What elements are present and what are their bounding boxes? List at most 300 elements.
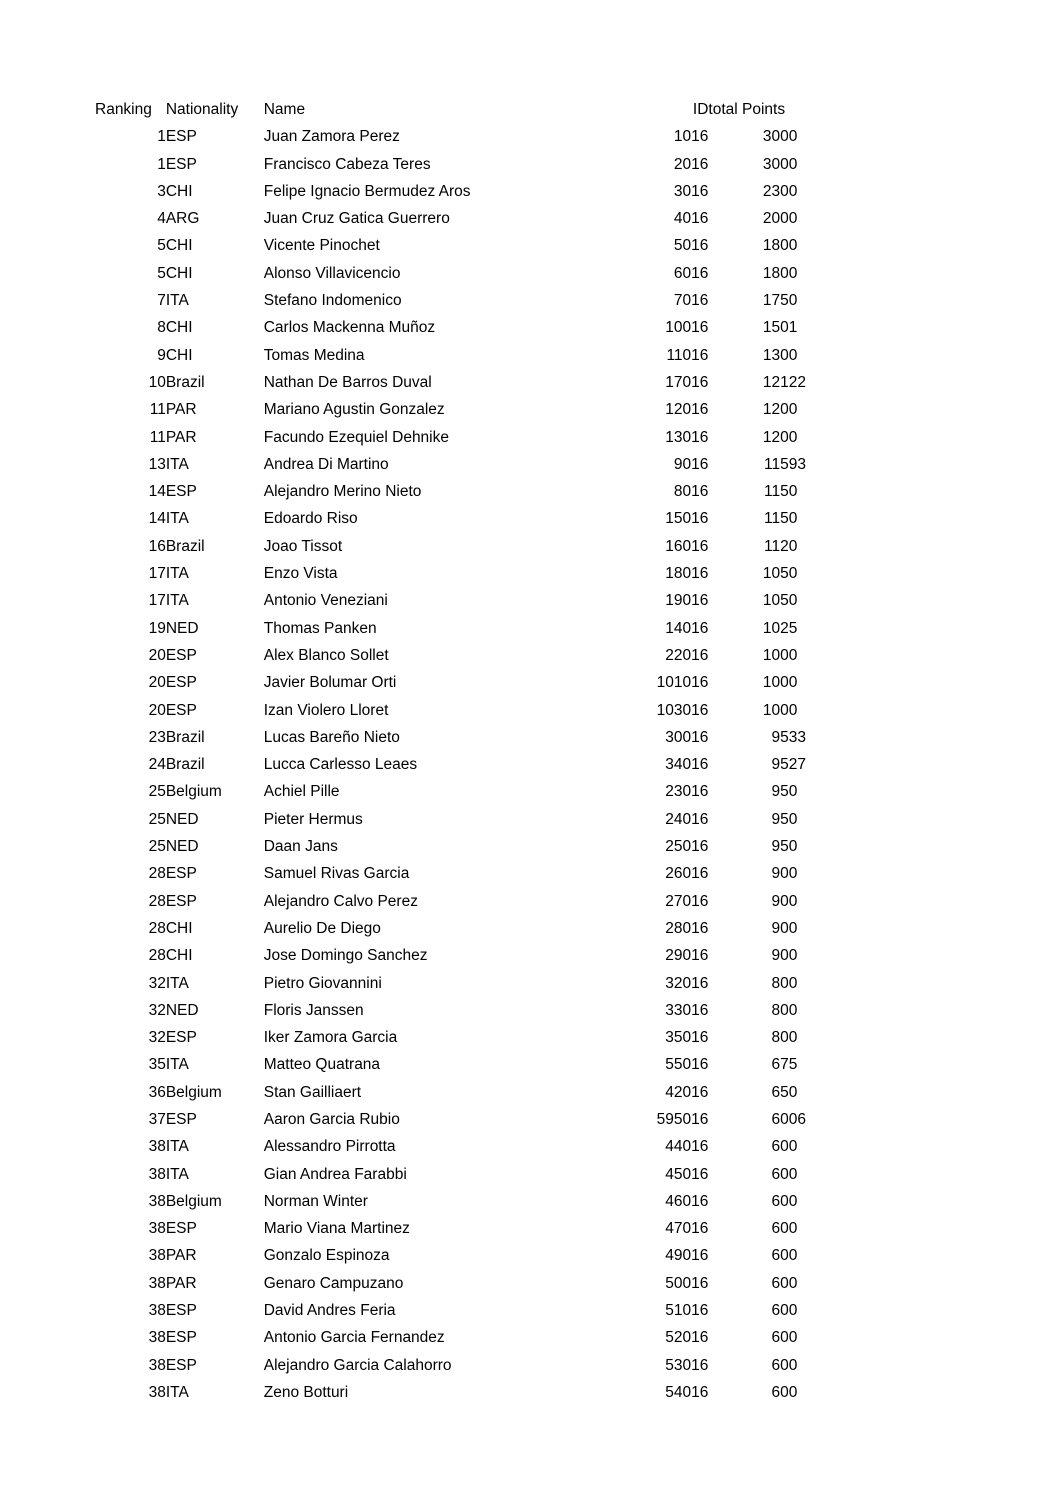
cell-extra <box>797 697 835 724</box>
table-row <box>95 151 835 178</box>
cell-nationality: ESP <box>165 1220 197 1238</box>
cell-ranking: 25 <box>148 810 166 828</box>
cell-id: 25016 <box>665 838 709 856</box>
cell-extra: 7 <box>797 756 806 774</box>
cell-extra <box>797 232 835 259</box>
cell-name: Mario Viana Martinez <box>263 1220 410 1238</box>
cell-name: Francisco Cabeza Teres <box>263 155 431 173</box>
cell-name: Enzo Vista <box>263 565 338 583</box>
cell-total-points: 2000 <box>762 210 798 228</box>
cell-total-points: 800 <box>771 1001 798 1019</box>
cell-extra <box>797 260 835 287</box>
cell-total-points: 600 <box>771 1192 798 1210</box>
cell-id: 18016 <box>665 565 709 583</box>
cell-name: Felipe Ignacio Bermudez Aros <box>263 182 471 200</box>
cell-extra <box>797 205 835 232</box>
cell-extra <box>797 1133 835 1160</box>
cell-nationality: ESP <box>165 674 197 692</box>
cell-nationality: Belgium <box>165 783 222 801</box>
cell-ranking: 5 <box>157 237 166 255</box>
cell-nationality: ESP <box>165 483 197 501</box>
cell-extra <box>797 833 835 860</box>
table-row <box>95 806 835 833</box>
cell-total-points: 1120 <box>764 537 798 555</box>
cell-extra <box>797 1324 835 1351</box>
cell-total-points: 600 <box>771 1110 798 1128</box>
table-row <box>95 970 835 997</box>
cell-total-points: 3000 <box>762 155 798 173</box>
cell-id: 33016 <box>665 1001 709 1019</box>
cell-ranking: 32 <box>148 974 166 992</box>
cell-total-points: 1000 <box>762 674 798 692</box>
cell-ranking: 24 <box>148 756 166 774</box>
cell-extra <box>797 1270 835 1297</box>
cell-nationality: CHI <box>165 264 193 282</box>
cell-extra <box>797 888 835 915</box>
cell-extra <box>797 915 835 942</box>
cell-ranking: 7 <box>157 292 166 310</box>
table-header <box>95 96 835 123</box>
cell-ranking: 20 <box>148 646 166 664</box>
cell-extra <box>797 942 835 969</box>
cell-id: 7016 <box>673 292 709 310</box>
cell-name: Thomas Panken <box>263 619 377 637</box>
cell-nationality: ITA <box>165 974 189 992</box>
cell-id: 27016 <box>665 892 709 910</box>
cell-nationality: CHI <box>165 182 193 200</box>
table-row <box>95 178 835 205</box>
table-row <box>95 1297 835 1324</box>
cell-ranking: 19 <box>148 619 166 637</box>
cell-extra <box>797 396 835 423</box>
cell-id: 42016 <box>665 1083 709 1101</box>
cell-extra <box>797 505 835 532</box>
cell-name: Floris Janssen <box>263 1001 364 1019</box>
cell-ranking: 38 <box>148 1165 166 1183</box>
cell-ranking: 5 <box>157 264 166 282</box>
cell-nationality: ITA <box>165 1383 189 1401</box>
cell-extra <box>797 1297 835 1324</box>
cell-total-points: 600 <box>771 1356 798 1374</box>
cell-name: Norman Winter <box>263 1192 368 1210</box>
table-row <box>95 451 835 478</box>
cell-total-points: 800 <box>771 1029 798 1047</box>
table-row <box>95 1051 835 1078</box>
cell-extra <box>797 615 835 642</box>
ranking-table <box>95 96 835 1406</box>
table-row <box>95 260 835 287</box>
cell-id: 26016 <box>665 865 709 883</box>
table-row <box>95 533 835 560</box>
cell-nationality: CHI <box>165 919 193 937</box>
cell-extra <box>797 1161 835 1188</box>
table-row <box>95 1188 835 1215</box>
cell-name: Lucca Carlesso Leaes <box>263 756 418 774</box>
cell-id: 52016 <box>665 1329 709 1347</box>
cell-name: Tomas Medina <box>263 346 365 364</box>
table-row <box>95 478 835 505</box>
table-row <box>95 314 835 341</box>
cell-extra <box>797 1242 835 1269</box>
cell-ranking: 11 <box>149 428 166 446</box>
cell-total-points: 1300 <box>762 346 798 364</box>
table-row <box>95 1379 835 1406</box>
cell-ranking: 1 <box>157 128 166 146</box>
cell-nationality: CHI <box>165 947 193 965</box>
cell-ranking: 38 <box>148 1383 166 1401</box>
table-header-row <box>95 96 835 123</box>
cell-extra <box>797 1188 835 1215</box>
cell-total-points: 900 <box>771 865 798 883</box>
cell-name: Pieter Hermus <box>263 810 363 828</box>
cell-nationality: ESP <box>165 1029 197 1047</box>
table-row <box>95 833 835 860</box>
cell-name: Mariano Agustin Gonzalez <box>263 401 445 419</box>
ranking-table-container <box>95 96 875 1406</box>
cell-id: 101016 <box>656 674 709 692</box>
cell-id: 53016 <box>665 1356 709 1374</box>
cell-extra <box>797 123 835 150</box>
cell-name: Stefano Indomenico <box>263 292 402 310</box>
cell-name: David Andres Feria <box>263 1302 396 1320</box>
table-row <box>95 560 835 587</box>
cell-id: 51016 <box>665 1302 709 1320</box>
cell-name: Lucas Bareño Nieto <box>263 728 400 746</box>
cell-total-points: 3000 <box>762 128 798 146</box>
cell-total-points: 900 <box>771 892 798 910</box>
cell-id: 8016 <box>673 483 709 501</box>
table-row <box>95 751 835 778</box>
cell-total-points: 600 <box>771 1329 798 1347</box>
cell-ranking: 14 <box>148 510 166 528</box>
cell-name: Samuel Rivas Garcia <box>263 865 410 883</box>
cell-nationality: NED <box>165 810 199 828</box>
cell-ranking: 38 <box>148 1274 166 1292</box>
table-row <box>95 1106 835 1133</box>
cell-nationality: ESP <box>165 1329 197 1347</box>
cell-total-points: 900 <box>771 919 798 937</box>
cell-total-points: 1000 <box>762 646 798 664</box>
cell-ranking: 17 <box>148 565 166 583</box>
cell-name: Jose Domingo Sanchez <box>263 947 428 965</box>
table-row <box>95 369 835 396</box>
cell-name: Juan Cruz Gatica Guerrero <box>263 210 450 228</box>
cell-total-points: 675 <box>771 1056 798 1074</box>
cell-ranking: 38 <box>148 1138 166 1156</box>
cell-id: 103016 <box>656 701 709 719</box>
cell-nationality: Belgium <box>165 1083 222 1101</box>
table-row <box>95 1024 835 1051</box>
cell-id: 5016 <box>673 237 709 255</box>
cell-name: Daan Jans <box>263 838 338 856</box>
table-row <box>95 205 835 232</box>
table-row <box>95 860 835 887</box>
cell-total-points: 650 <box>771 1083 798 1101</box>
cell-ranking: 37 <box>148 1110 166 1128</box>
cell-id: 50016 <box>665 1274 709 1292</box>
cell-extra <box>797 997 835 1024</box>
cell-nationality: ITA <box>165 455 189 473</box>
cell-id: 19016 <box>665 592 709 610</box>
table-row <box>95 1270 835 1297</box>
cell-extra <box>797 151 835 178</box>
cell-nationality: ITA <box>165 510 189 528</box>
cell-total-points: 900 <box>771 947 798 965</box>
cell-name: Zeno Botturi <box>263 1383 349 1401</box>
cell-id: 9016 <box>673 455 709 473</box>
cell-total-points: 600 <box>771 1274 798 1292</box>
cell-id: 47016 <box>665 1220 709 1238</box>
table-row <box>95 396 835 423</box>
cell-name: Alonso Villavicencio <box>263 264 401 282</box>
table-row <box>95 915 835 942</box>
column-header-extra <box>797 96 835 123</box>
cell-nationality: ARG <box>165 210 200 228</box>
cell-extra <box>797 314 835 341</box>
table-row <box>95 697 835 724</box>
cell-ranking: 28 <box>148 892 166 910</box>
table-row <box>95 942 835 969</box>
cell-extra: 2 <box>797 373 806 391</box>
cell-total-points: 600 <box>771 1165 798 1183</box>
table-row <box>95 232 835 259</box>
cell-ranking: 11 <box>149 401 166 419</box>
cell-nationality: ITA <box>165 1138 189 1156</box>
cell-extra <box>797 1051 835 1078</box>
cell-total-points: 950 <box>771 810 798 828</box>
column-header-total-points: total Points <box>708 101 786 118</box>
cell-ranking: 13 <box>148 455 166 473</box>
cell-total-points: 1000 <box>762 701 798 719</box>
cell-extra <box>797 642 835 669</box>
cell-name: Facundo Ezequiel Dehnike <box>263 428 449 446</box>
cell-extra: 6 <box>797 1110 806 1128</box>
cell-total-points: 1050 <box>762 592 798 610</box>
cell-ranking: 1 <box>157 155 166 173</box>
cell-extra <box>797 1079 835 1106</box>
cell-name: Alessandro Pirrotta <box>263 1138 396 1156</box>
cell-name: Edoardo Riso <box>263 510 358 528</box>
cell-id: 14016 <box>665 619 709 637</box>
cell-extra <box>797 1215 835 1242</box>
cell-ranking: 8 <box>157 319 166 337</box>
cell-extra <box>797 860 835 887</box>
cell-extra <box>797 1379 835 1406</box>
cell-name: Antonio Garcia Fernandez <box>263 1329 445 1347</box>
cell-total-points: 1212 <box>762 373 798 391</box>
cell-extra <box>797 970 835 997</box>
cell-total-points: 1159 <box>764 455 798 473</box>
cell-total-points: 952 <box>771 756 798 774</box>
cell-total-points: 600 <box>771 1302 798 1320</box>
cell-nationality: Belgium <box>165 1192 222 1210</box>
cell-ranking: 28 <box>148 865 166 883</box>
cell-id: 15016 <box>665 510 709 528</box>
table-row <box>95 888 835 915</box>
cell-id: 22016 <box>665 646 709 664</box>
cell-id: 34016 <box>665 756 709 774</box>
column-header-id: ID <box>692 101 709 118</box>
cell-extra <box>797 560 835 587</box>
cell-name: Vicente Pinochet <box>263 237 380 255</box>
cell-id: 17016 <box>665 373 709 391</box>
cell-name: Antonio Veneziani <box>263 592 388 610</box>
cell-nationality: ESP <box>165 128 197 146</box>
cell-nationality: Brazil <box>165 728 205 746</box>
cell-name: Alejandro Garcia Calahorro <box>263 1356 452 1374</box>
cell-ranking: 32 <box>148 1029 166 1047</box>
cell-id: 49016 <box>665 1247 709 1265</box>
cell-ranking: 35 <box>148 1056 166 1074</box>
table-row <box>95 1161 835 1188</box>
cell-total-points: 1150 <box>764 510 798 528</box>
cell-name: Aurelio De Diego <box>263 919 381 937</box>
cell-extra <box>797 1024 835 1051</box>
table-row <box>95 123 835 150</box>
cell-ranking: 20 <box>148 674 166 692</box>
cell-ranking: 14 <box>148 483 166 501</box>
cell-ranking: 38 <box>148 1192 166 1210</box>
cell-nationality: CHI <box>165 346 193 364</box>
cell-nationality: CHI <box>165 319 193 337</box>
column-header-name: Name <box>263 101 306 118</box>
cell-id: 24016 <box>665 810 709 828</box>
cell-extra: 3 <box>797 455 806 473</box>
cell-extra: 3 <box>797 728 806 746</box>
table-row <box>95 287 835 314</box>
cell-extra <box>797 1352 835 1379</box>
cell-name: Gian Andrea Farabbi <box>263 1165 407 1183</box>
cell-extra <box>797 806 835 833</box>
cell-ranking: 38 <box>148 1329 166 1347</box>
cell-ranking: 20 <box>148 701 166 719</box>
cell-name: Andrea Di Martino <box>263 455 389 473</box>
cell-name: Pietro Giovannini <box>263 974 382 992</box>
cell-name: Achiel Pille <box>263 783 340 801</box>
cell-ranking: 36 <box>148 1083 166 1101</box>
cell-nationality: ESP <box>165 701 197 719</box>
cell-total-points: 1200 <box>762 401 798 419</box>
cell-nationality: ITA <box>165 592 189 610</box>
table-row <box>95 505 835 532</box>
cell-name: Juan Zamora Perez <box>263 128 400 146</box>
cell-name: Matteo Quatrana <box>263 1056 381 1074</box>
cell-ranking: 23 <box>148 728 166 746</box>
cell-total-points: 950 <box>771 783 798 801</box>
cell-name: Alejandro Calvo Perez <box>263 892 418 910</box>
cell-extra <box>797 424 835 451</box>
cell-id: 12016 <box>665 401 709 419</box>
cell-ranking: 38 <box>148 1302 166 1320</box>
cell-name: Gonzalo Espinoza <box>263 1247 390 1265</box>
cell-total-points: 1800 <box>762 237 798 255</box>
cell-nationality: NED <box>165 619 199 637</box>
cell-id: 55016 <box>665 1056 709 1074</box>
cell-total-points: 1050 <box>762 565 798 583</box>
cell-name: Stan Gailliaert <box>263 1083 362 1101</box>
cell-nationality: PAR <box>165 401 197 419</box>
cell-nationality: ITA <box>165 565 189 583</box>
cell-extra <box>797 342 835 369</box>
cell-ranking: 10 <box>148 373 166 391</box>
cell-name: Alex Blanco Sollet <box>263 646 389 664</box>
cell-nationality: Brazil <box>165 373 205 391</box>
cell-id: 3016 <box>673 182 709 200</box>
cell-id: 16016 <box>665 537 709 555</box>
cell-id: 30016 <box>665 728 709 746</box>
cell-ranking: 38 <box>148 1247 166 1265</box>
table-row <box>95 669 835 696</box>
cell-total-points: 600 <box>771 1383 798 1401</box>
cell-extra <box>797 478 835 505</box>
cell-nationality: PAR <box>165 428 197 446</box>
cell-nationality: NED <box>165 838 199 856</box>
cell-id: 46016 <box>665 1192 709 1210</box>
cell-total-points: 600 <box>771 1138 798 1156</box>
cell-id: 11016 <box>666 346 709 364</box>
cell-name: Javier Bolumar Orti <box>263 674 397 692</box>
cell-nationality: ESP <box>165 1356 197 1374</box>
table-row <box>95 1324 835 1351</box>
table-body <box>95 123 835 1406</box>
cell-nationality: ESP <box>165 865 197 883</box>
table-row <box>95 1133 835 1160</box>
cell-id: 2016 <box>673 155 709 173</box>
cell-name: Alejandro Merino Nieto <box>263 483 422 501</box>
cell-ranking: 16 <box>148 537 166 555</box>
cell-total-points: 1200 <box>762 428 798 446</box>
cell-id: 32016 <box>665 974 709 992</box>
column-header-nationality: Nationality <box>165 101 239 118</box>
cell-ranking: 32 <box>148 1001 166 1019</box>
cell-ranking: 38 <box>148 1356 166 1374</box>
cell-extra <box>797 178 835 205</box>
table-row <box>95 615 835 642</box>
cell-id: 10016 <box>665 319 709 337</box>
cell-id: 4016 <box>673 210 709 228</box>
table-row <box>95 1352 835 1379</box>
cell-ranking: 4 <box>157 210 166 228</box>
cell-extra <box>797 287 835 314</box>
table-row <box>95 1079 835 1106</box>
cell-extra <box>797 778 835 805</box>
cell-id: 44016 <box>665 1138 709 1156</box>
table-row <box>95 587 835 614</box>
cell-nationality: ESP <box>165 1302 197 1320</box>
cell-total-points: 1750 <box>762 292 798 310</box>
cell-total-points: 1025 <box>762 619 798 637</box>
table-row <box>95 997 835 1024</box>
cell-nationality: Brazil <box>165 756 205 774</box>
cell-total-points: 600 <box>771 1220 798 1238</box>
cell-total-points: 600 <box>771 1247 798 1265</box>
cell-name: Genaro Campuzano <box>263 1274 404 1292</box>
cell-ranking: 25 <box>148 783 166 801</box>
cell-nationality: PAR <box>165 1247 197 1265</box>
cell-ranking: 28 <box>148 919 166 937</box>
cell-total-points: 800 <box>771 974 798 992</box>
cell-nationality: PAR <box>165 1274 197 1292</box>
cell-ranking: 17 <box>148 592 166 610</box>
cell-nationality: ESP <box>165 892 197 910</box>
cell-name: Iker Zamora Garcia <box>263 1029 398 1047</box>
cell-total-points: 1150 <box>764 483 798 501</box>
cell-nationality: Brazil <box>165 537 205 555</box>
cell-id: 23016 <box>665 783 709 801</box>
cell-name: Aaron Garcia Rubio <box>263 1110 400 1128</box>
cell-total-points: 1501 <box>762 319 798 337</box>
table-row <box>95 424 835 451</box>
